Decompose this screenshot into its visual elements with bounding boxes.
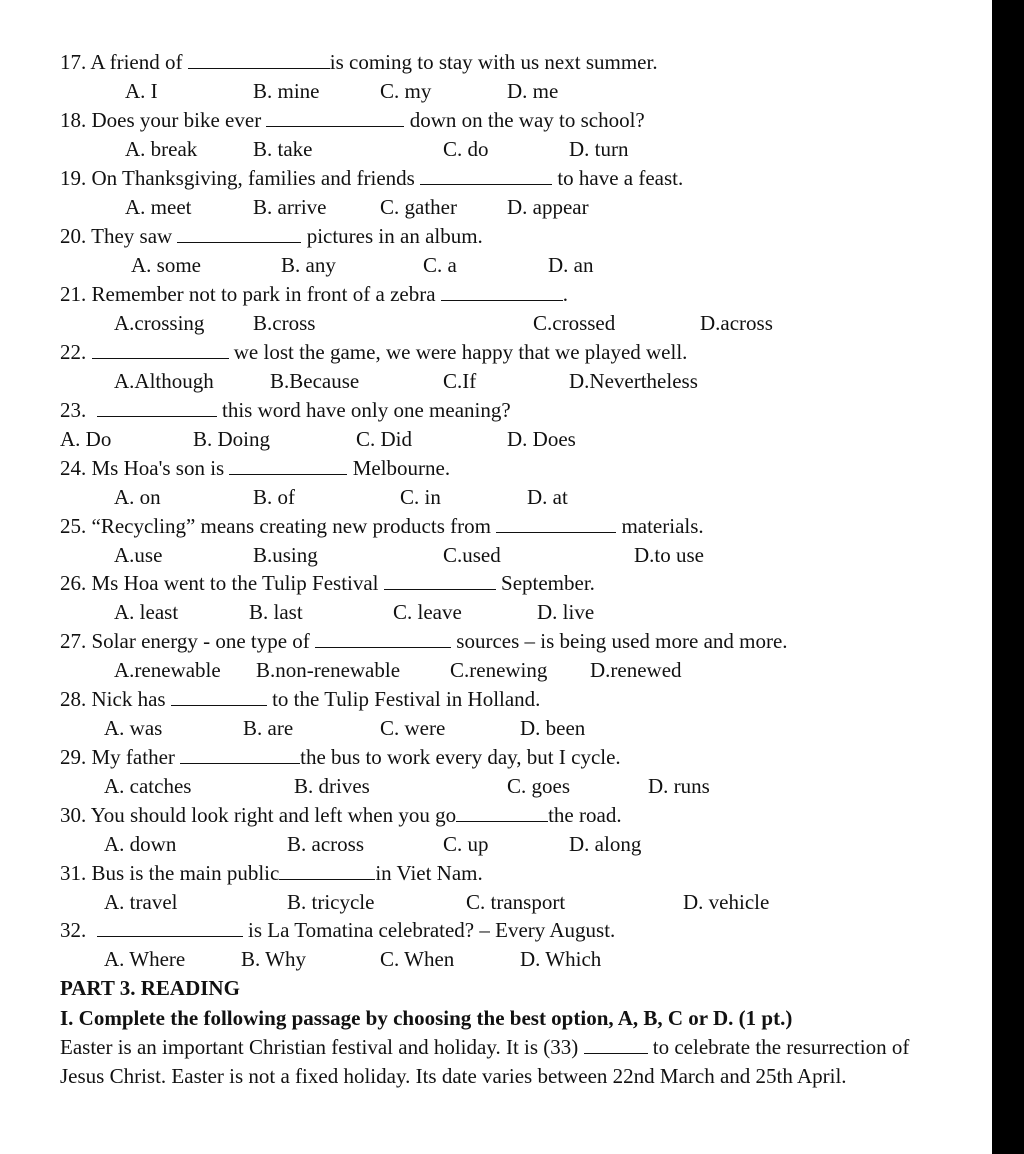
question-text-start: Does your bike ever	[91, 108, 267, 132]
answer-blank-20	[177, 224, 301, 243]
answer-blank-18	[266, 108, 404, 127]
question-20	[60, 223, 483, 249]
answer-blank-33	[584, 1035, 648, 1054]
question-text-end: Melbourne.	[347, 456, 451, 480]
option-25-a: A.use	[114, 543, 163, 567]
question-number: 29.	[60, 745, 92, 769]
question-text-start: Solar energy - one type of	[91, 629, 316, 653]
question-27	[60, 628, 788, 654]
passage-line-1-start: Easter is an important Christian festival and holiday. It is (33)	[60, 1035, 584, 1059]
option-21-a: A.crossing	[114, 311, 205, 335]
option-19-d: D. appear	[507, 195, 589, 219]
question-number: 26.	[60, 571, 92, 595]
question-text-start: Ms Hoa's son is	[91, 456, 230, 480]
option-23-b: B. Doing	[193, 427, 271, 451]
question-number: 17.	[60, 50, 91, 74]
option-26-a: A. least	[114, 600, 179, 624]
option-22-a: A.Although	[114, 369, 214, 393]
question-text-end: is La Tomatina celebrated? – Every August.	[242, 918, 616, 942]
question-text-end: materials.	[616, 514, 704, 538]
option-29-a: A. catches	[104, 774, 192, 798]
option-22-c: C.If	[443, 369, 477, 393]
question-number: 27.	[60, 629, 92, 653]
question-text-end: this word have only one meaning?	[216, 398, 511, 422]
option-20-d: D. an	[548, 253, 594, 277]
question-24	[60, 455, 450, 481]
option-28-c: C. were	[380, 716, 446, 740]
answer-blank-21	[441, 282, 563, 301]
question-text-end: down on the way to school?	[404, 108, 645, 132]
option-28-d: D. been	[520, 716, 586, 740]
option-24-a: A. on	[114, 485, 161, 509]
option-20-b: B. any	[281, 253, 336, 277]
question-number: 28.	[60, 687, 92, 711]
option-26-b: B. last	[249, 600, 303, 624]
answer-blank-23	[97, 398, 217, 417]
question-22	[60, 339, 687, 365]
question-28	[60, 686, 540, 712]
option-23-a: A. Do	[60, 427, 112, 451]
question-text-end: to have a feast.	[552, 166, 684, 190]
passage-line-2: Jesus Christ. Easter is not a fixed holiday. Its date varies between 22nd March and 25th April.	[60, 1064, 847, 1088]
question-number: 32.	[60, 918, 92, 942]
question-text-end: is coming to stay with us next summer.	[329, 50, 658, 74]
answer-blank-22	[92, 340, 229, 359]
option-21-b: B.cross	[253, 311, 316, 335]
option-32-a: A. Where	[104, 947, 186, 971]
question-21	[60, 281, 568, 307]
answer-blank-26	[384, 571, 496, 590]
option-22-b: B.Because	[270, 369, 360, 393]
question-text-end: the bus to work every day, but I cycle.	[300, 745, 621, 769]
option-31-a: A. travel	[104, 890, 178, 914]
question-number: 25.	[60, 514, 92, 538]
option-27-c: C.renewing	[450, 658, 548, 682]
question-text-start: On Thanksgiving, families and friends	[91, 166, 421, 190]
question-25	[60, 513, 704, 539]
option-30-a: A. down	[104, 832, 177, 856]
option-18-d: D. turn	[569, 137, 629, 161]
question-text-end: September.	[495, 571, 595, 595]
question-32	[60, 917, 615, 943]
answer-blank-17	[188, 50, 330, 69]
question-number: 22.	[60, 340, 92, 364]
option-31-c: C. transport	[466, 890, 566, 914]
option-19-b: B. arrive	[253, 195, 327, 219]
option-26-d: D. live	[537, 600, 595, 624]
answer-blank-24	[229, 456, 347, 475]
option-25-d: D.to use	[634, 543, 704, 567]
question-number: 21.	[60, 282, 92, 306]
option-19-c: C. gather	[380, 195, 457, 219]
option-25-b: B.using	[253, 543, 318, 567]
option-32-d: D. Which	[520, 947, 602, 971]
option-27-a: A.renewable	[114, 658, 221, 682]
question-number: 30.	[60, 803, 91, 827]
question-31	[60, 860, 483, 886]
question-text-end: to the Tulip Festival in Holland.	[266, 687, 541, 711]
option-30-c: C. up	[443, 832, 489, 856]
question-26	[60, 570, 595, 596]
question-text-end: .	[562, 282, 569, 306]
option-25-c: C.used	[443, 543, 501, 567]
option-23-d: D. Does	[507, 427, 576, 451]
passage-line-1-end: to celebrate the resurrection of	[647, 1035, 910, 1059]
question-text-start: They saw	[91, 224, 178, 248]
part-title: PART 3. READING	[60, 976, 240, 1000]
question-text-end: the road.	[548, 803, 622, 827]
question-text-start: Bus is the main public	[91, 861, 280, 885]
question-text-end: sources – is being used more and more.	[451, 629, 788, 653]
answer-blank-27	[315, 629, 451, 648]
option-18-b: B. take	[253, 137, 313, 161]
option-18-a: A. break	[125, 137, 198, 161]
option-26-c: C. leave	[393, 600, 462, 624]
answer-blank-19	[420, 166, 552, 185]
question-text-start: My father	[91, 745, 181, 769]
option-20-c: C. a	[423, 253, 457, 277]
option-21-d: D.across	[700, 311, 773, 335]
option-30-d: D. along	[569, 832, 642, 856]
question-text-start: Remember not to park in front of a zebra	[91, 282, 441, 306]
option-22-d: D.Nevertheless	[569, 369, 698, 393]
question-text-start: Nick has	[91, 687, 171, 711]
answer-blank-31	[279, 861, 375, 880]
option-31-b: B. tricycle	[287, 890, 375, 914]
option-24-c: C. in	[400, 485, 441, 509]
option-24-d: D. at	[527, 485, 568, 509]
question-number: 20.	[60, 224, 92, 248]
option-29-b: B. drives	[294, 774, 370, 798]
question-29	[60, 744, 621, 770]
answer-blank-28	[171, 687, 267, 706]
option-17-a: A. I	[125, 79, 158, 103]
question-23	[60, 397, 511, 423]
question-number: 24.	[60, 456, 92, 480]
question-text-end: pictures in an album.	[301, 224, 483, 248]
option-27-b: B.non-renewable	[256, 658, 401, 682]
question-number: 23.	[60, 398, 92, 422]
option-23-c: C. Did	[356, 427, 413, 451]
answer-blank-25	[496, 514, 616, 533]
option-32-c: C. When	[380, 947, 455, 971]
question-text-start: You should look right and left when you go	[90, 803, 457, 827]
question-number: 18.	[60, 108, 92, 132]
option-28-b: B. are	[243, 716, 294, 740]
question-30	[60, 802, 622, 828]
section-instruction: I. Complete the following passage by choosing the best option, A, B, C or D. (1 pt.)	[60, 1006, 793, 1030]
option-19-a: A. meet	[125, 195, 192, 219]
option-28-a: A. was	[104, 716, 163, 740]
option-29-c: C. goes	[507, 774, 570, 798]
option-18-c: C. do	[443, 137, 489, 161]
question-number: 31.	[60, 861, 92, 885]
option-27-d: D.renewed	[590, 658, 682, 682]
question-text-start: Ms Hoa went to the Tulip Festival	[91, 571, 384, 595]
answer-blank-32	[97, 918, 243, 937]
answer-blank-30	[456, 803, 548, 822]
option-30-b: B. across	[287, 832, 364, 856]
option-17-d: D. me	[507, 79, 559, 103]
option-32-b: B. Why	[241, 947, 306, 971]
option-21-c: C.crossed	[533, 311, 616, 335]
right-black-bar	[992, 0, 1024, 1154]
question-text-start: A friend of	[90, 50, 188, 74]
passage-line-1	[60, 1034, 909, 1060]
option-20-a: A. some	[131, 253, 201, 277]
question-text-start: “Recycling” means creating new products from	[91, 514, 497, 538]
question-text-end: in Viet Nam.	[375, 861, 483, 885]
question-17	[60, 49, 658, 75]
option-17-b: B. mine	[253, 79, 320, 103]
question-19	[60, 165, 683, 191]
option-31-d: D. vehicle	[683, 890, 770, 914]
option-17-c: C. my	[380, 79, 432, 103]
answer-blank-29	[180, 745, 300, 764]
question-number: 19.	[60, 166, 92, 190]
option-29-d: D. runs	[648, 774, 710, 798]
question-text-end: we lost the game, we were happy that we played well.	[228, 340, 688, 364]
option-24-b: B. of	[253, 485, 295, 509]
question-18	[60, 107, 645, 133]
